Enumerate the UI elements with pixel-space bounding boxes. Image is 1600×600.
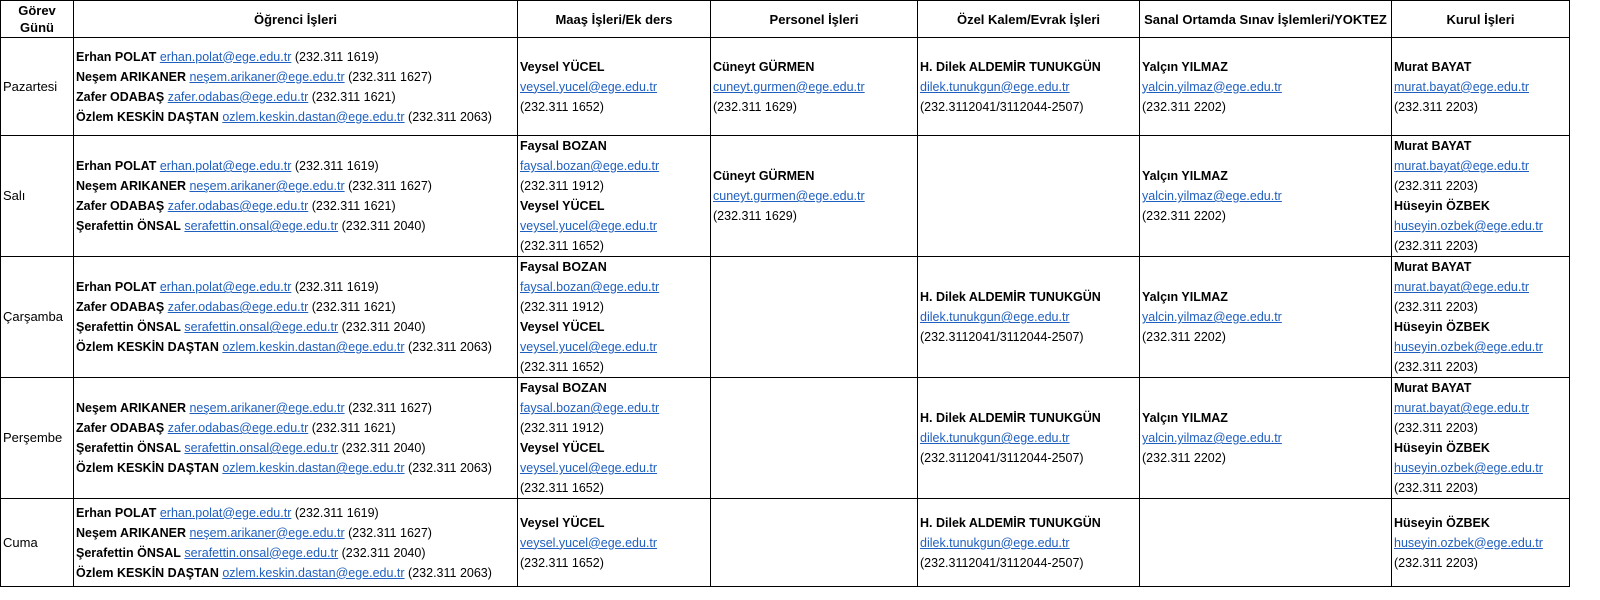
contact-email-link[interactable]: huseyin.ozbek@ege.edu.tr bbox=[1394, 461, 1543, 475]
contact-phone: (232.311 2203) bbox=[1394, 300, 1478, 314]
contact-phone: (232.311 1652) bbox=[520, 481, 604, 495]
contact-entry bbox=[920, 408, 1137, 468]
contact-phone: (232.311 2063) bbox=[408, 461, 492, 475]
contact-entry bbox=[76, 438, 515, 458]
contact-name: Erhan POLAT bbox=[76, 280, 157, 294]
contact-entry bbox=[520, 438, 708, 498]
contact-email-link[interactable]: murat.bayat@ege.edu.tr bbox=[1394, 159, 1529, 173]
cell-personel bbox=[711, 38, 918, 136]
contact-email-link[interactable]: murat.bayat@ege.edu.tr bbox=[1394, 79, 1529, 94]
contact-name: Özlem KESKİN DAŞTAN bbox=[76, 565, 219, 580]
contact-phone: (232.311 2063) bbox=[408, 565, 492, 580]
contact-email-link[interactable]: cuneyt.gurmen@ege.edu.tr bbox=[713, 189, 865, 203]
contact-name: Zafer ODABAŞ bbox=[76, 300, 165, 314]
contact-phone: (232.311 2203) bbox=[1394, 239, 1478, 253]
contact-phone: (232.3112041/3112044-2507) bbox=[920, 330, 1084, 344]
contact-email-link[interactable]: serafettin.onsal@ege.edu.tr bbox=[184, 545, 339, 560]
cell-ogrenci bbox=[74, 257, 518, 378]
contact-entry bbox=[920, 287, 1137, 347]
contact-email-link[interactable]: veysel.yucel@ege.edu.tr bbox=[520, 340, 658, 354]
day-cell: Çarşamba bbox=[1, 257, 74, 378]
cell-ogrenci bbox=[74, 378, 518, 499]
contact-phone: (232.311 1619) bbox=[294, 49, 379, 64]
contact-entry bbox=[76, 337, 515, 357]
contact-phone: (232.311 2203) bbox=[1394, 555, 1478, 570]
contact-phone: (232.311 1629) bbox=[713, 209, 797, 223]
contact-email-link[interactable]: veysel.yucel@ege.edu.tr bbox=[520, 535, 658, 550]
contact-email-link[interactable]: veysel.yucel@ege.edu.tr bbox=[520, 79, 658, 94]
contact-phone: (232.311 1621) bbox=[311, 89, 396, 104]
contact-entry bbox=[713, 57, 915, 117]
contact-name: Faysal BOZAN bbox=[520, 381, 607, 395]
contact-email-link[interactable]: dilek.tunukgun@ege.edu.tr bbox=[920, 310, 1070, 324]
contact-phone: (232.3112041/3112044-2507) bbox=[920, 99, 1084, 114]
contact-phone: (232.3112041/3112044-2507) bbox=[920, 451, 1084, 465]
contact-phone: (232.311 1629) bbox=[713, 99, 797, 114]
cell-ogrenci bbox=[74, 38, 518, 136]
contact-name: Murat BAYAT bbox=[1394, 59, 1472, 74]
cell-kurul bbox=[1392, 257, 1570, 378]
contact-email-link[interactable]: faysal.bozan@ege.edu.tr bbox=[520, 159, 660, 173]
contact-phone: (232.311 2040) bbox=[341, 320, 426, 334]
contact-entry bbox=[76, 458, 515, 478]
contact-email-link[interactable]: serafettin.onsal@ege.edu.tr bbox=[184, 441, 339, 455]
contact-name: H. Dilek ALDEMİR TUNUKGÜN bbox=[920, 411, 1101, 425]
contact-name: Murat BAYAT bbox=[1394, 381, 1472, 395]
cell-kurul bbox=[1392, 38, 1570, 136]
contact-name: Özlem KESKİN DAŞTAN bbox=[76, 340, 219, 354]
contact-phone: (232.311 1621) bbox=[311, 300, 396, 314]
cell-personel bbox=[711, 257, 918, 378]
contact-entry bbox=[76, 543, 515, 563]
contact-entry bbox=[76, 563, 515, 583]
contact-email-link[interactable]: ozlem.keskin.dastan@ege.edu.tr bbox=[222, 565, 405, 580]
contact-name: Murat BAYAT bbox=[1394, 260, 1472, 274]
contact-entry bbox=[76, 277, 515, 297]
contact-email-link[interactable]: ozlem.keskin.dastan@ege.edu.tr bbox=[222, 461, 405, 475]
cell-ogrenci bbox=[74, 499, 518, 587]
contact-email-link[interactable]: veysel.yucel@ege.edu.tr bbox=[520, 219, 658, 233]
cell-ozel bbox=[918, 499, 1140, 587]
contact-entry bbox=[76, 523, 515, 543]
contact-name: Yalçın YILMAZ bbox=[1142, 411, 1228, 425]
contact-phone: (232.311 2040) bbox=[341, 441, 426, 455]
contact-phone: (232.311 1652) bbox=[520, 99, 604, 114]
table-row bbox=[1, 257, 1570, 378]
contact-entry bbox=[520, 196, 708, 256]
header-maas-isleri: Maaş İşleri/Ek ders bbox=[518, 1, 711, 38]
contact-name: Şerafettin ÖNSAL bbox=[76, 545, 181, 560]
contact-name: Hüseyin ÖZBEK bbox=[1394, 441, 1490, 455]
contact-phone: (232.311 1619) bbox=[294, 280, 379, 294]
contact-name: Hüseyin ÖZBEK bbox=[1394, 515, 1490, 530]
contact-name: Murat BAYAT bbox=[1394, 139, 1472, 153]
cell-kurul bbox=[1392, 499, 1570, 587]
contact-name: Neşem ARIKANER bbox=[76, 525, 186, 540]
cell-ozel bbox=[918, 378, 1140, 499]
contact-phone: (232.311 2203) bbox=[1394, 481, 1478, 495]
contact-name: Zafer ODABAŞ bbox=[76, 89, 165, 104]
contact-entry bbox=[713, 166, 915, 226]
contact-name: Yalçın YILMAZ bbox=[1142, 169, 1228, 183]
contact-phone: (232.311 2040) bbox=[341, 545, 426, 560]
contact-email-link[interactable]: huseyin.ozbek@ege.edu.tr bbox=[1394, 535, 1543, 550]
contact-name: Veysel YÜCEL bbox=[520, 320, 605, 334]
contact-phone: (232.311 1627) bbox=[348, 179, 432, 193]
contact-name: Neşem ARIKANER bbox=[76, 401, 186, 415]
contact-email-link[interactable]: erhan.polat@ege.edu.tr bbox=[159, 505, 292, 520]
contact-phone: (232.311 1627) bbox=[348, 69, 432, 84]
contact-email-link[interactable]: zafer.odabas@ege.edu.tr bbox=[167, 199, 309, 213]
contact-entry bbox=[1394, 136, 1567, 196]
contact-entry bbox=[520, 378, 708, 438]
contact-entry bbox=[920, 57, 1137, 117]
contact-email-link[interactable]: serafettin.onsal@ege.edu.tr bbox=[184, 320, 339, 334]
contact-entry bbox=[76, 87, 515, 107]
contact-name: Yalçın YILMAZ bbox=[1142, 59, 1228, 74]
contact-entry bbox=[1142, 57, 1389, 117]
contact-name: Şerafettin ÖNSAL bbox=[76, 219, 181, 233]
contact-entry bbox=[76, 317, 515, 337]
contact-email-link[interactable]: zafer.odabas@ege.edu.tr bbox=[167, 300, 309, 314]
header-gorev-gunu: Görev Günü bbox=[1, 1, 74, 38]
contact-phone: (232.311 2203) bbox=[1394, 421, 1478, 435]
contact-email-link[interactable]: dilek.tunukgun@ege.edu.tr bbox=[920, 535, 1070, 550]
contact-email-link[interactable]: ozlem.keskin.dastan@ege.edu.tr bbox=[222, 109, 405, 124]
header-ogrenci-isleri: Öğrenci İşleri bbox=[74, 1, 518, 38]
contact-entry bbox=[520, 317, 708, 377]
contact-name: H. Dilek ALDEMİR TUNUKGÜN bbox=[920, 515, 1101, 530]
contact-entry bbox=[520, 257, 708, 317]
contact-entry bbox=[1394, 57, 1567, 117]
contact-entry bbox=[76, 156, 515, 176]
contact-phone: (232.311 1621) bbox=[311, 199, 396, 213]
contact-email-link[interactable]: murat.bayat@ege.edu.tr bbox=[1394, 280, 1529, 294]
contact-phone: (232.311 2203) bbox=[1394, 360, 1478, 374]
contact-email-link[interactable]: erhan.polat@ege.edu.tr bbox=[159, 280, 292, 294]
cell-personel bbox=[711, 499, 918, 587]
cell-maas bbox=[518, 38, 711, 136]
contact-email-link[interactable]: zafer.odabas@ege.edu.tr bbox=[167, 421, 309, 435]
contact-email-link[interactable]: cuneyt.gurmen@ege.edu.tr bbox=[713, 79, 865, 94]
contact-name: H. Dilek ALDEMİR TUNUKGÜN bbox=[920, 59, 1101, 74]
contact-email-link[interactable]: faysal.bozan@ege.edu.tr bbox=[520, 401, 660, 415]
contact-entry bbox=[1394, 438, 1567, 498]
cell-ozel bbox=[918, 38, 1140, 136]
cell-sanal bbox=[1140, 38, 1392, 136]
contact-phone: (232.311 1619) bbox=[294, 159, 379, 173]
contact-phone: (232.311 1621) bbox=[311, 421, 396, 435]
contact-phone: (232.311 1652) bbox=[520, 555, 604, 570]
contact-entry bbox=[76, 398, 515, 418]
contact-phone: (232.311 2202) bbox=[1142, 451, 1226, 465]
contact-email-link[interactable]: erhan.polat@ege.edu.tr bbox=[159, 159, 292, 173]
contact-entry bbox=[1394, 257, 1567, 317]
contact-name: Erhan POLAT bbox=[76, 49, 157, 64]
contact-phone: (232.311 1912) bbox=[520, 421, 604, 435]
contact-name: Faysal BOZAN bbox=[520, 260, 607, 274]
contact-entry bbox=[76, 418, 515, 438]
cell-maas bbox=[518, 136, 711, 257]
cell-maas bbox=[518, 378, 711, 499]
contact-phone: (232.311 1912) bbox=[520, 300, 604, 314]
contact-phone: (232.311 2202) bbox=[1142, 99, 1226, 114]
table-row bbox=[1, 378, 1570, 499]
contact-name: Hüseyin ÖZBEK bbox=[1394, 320, 1490, 334]
cell-sanal bbox=[1140, 499, 1392, 587]
contact-entry bbox=[1394, 317, 1567, 377]
cell-maas bbox=[518, 499, 711, 587]
contact-email-link[interactable]: serafettin.onsal@ege.edu.tr bbox=[184, 219, 339, 233]
contact-phone: (232.311 2063) bbox=[408, 109, 492, 124]
contact-entry bbox=[1394, 196, 1567, 256]
cell-kurul bbox=[1392, 136, 1570, 257]
contact-name: Hüseyin ÖZBEK bbox=[1394, 199, 1490, 213]
contact-name: Faysal BOZAN bbox=[520, 139, 607, 153]
contact-email-link[interactable]: neşem.arikaner@ege.edu.tr bbox=[189, 401, 345, 415]
contact-name: Yalçın YILMAZ bbox=[1142, 290, 1228, 304]
contact-entry bbox=[520, 136, 708, 196]
contact-name: Veysel YÜCEL bbox=[520, 441, 605, 455]
contact-entry bbox=[76, 47, 515, 67]
contact-entry bbox=[76, 297, 515, 317]
contact-phone: (232.311 1652) bbox=[520, 360, 604, 374]
contact-phone: (232.311 2203) bbox=[1394, 99, 1478, 114]
cell-kurul bbox=[1392, 378, 1570, 499]
contact-entry bbox=[76, 216, 515, 236]
contact-email-link[interactable]: huseyin.ozbek@ege.edu.tr bbox=[1394, 219, 1543, 233]
contact-name: Veysel YÜCEL bbox=[520, 515, 605, 530]
contact-name: Şerafettin ÖNSAL bbox=[76, 441, 181, 455]
cell-ozel bbox=[918, 136, 1140, 257]
header-personel-isleri: Personel İşleri bbox=[711, 1, 918, 38]
table-row bbox=[1, 136, 1570, 257]
day-cell: Salı bbox=[1, 136, 74, 257]
contact-phone: (232.311 2040) bbox=[341, 219, 426, 233]
contact-phone: (232.311 2202) bbox=[1142, 330, 1226, 344]
cell-sanal bbox=[1140, 136, 1392, 257]
contact-name: Erhan POLAT bbox=[76, 159, 157, 173]
contact-phone: (232.3112041/3112044-2507) bbox=[920, 555, 1084, 570]
header-kurul-isleri: Kurul İşleri bbox=[1392, 1, 1570, 38]
contact-email-link[interactable]: dilek.tunukgun@ege.edu.tr bbox=[920, 431, 1070, 445]
cell-maas bbox=[518, 257, 711, 378]
contact-entry bbox=[920, 513, 1137, 573]
contact-phone: (232.311 2063) bbox=[408, 340, 492, 354]
contact-name: Veysel YÜCEL bbox=[520, 59, 605, 74]
contact-entry bbox=[520, 57, 708, 117]
contact-phone: (232.311 1619) bbox=[294, 505, 379, 520]
contact-entry bbox=[520, 513, 708, 573]
contact-name: Şerafettin ÖNSAL bbox=[76, 320, 181, 334]
cell-sanal bbox=[1140, 257, 1392, 378]
contact-name: Veysel YÜCEL bbox=[520, 199, 605, 213]
contact-name: Özlem KESKİN DAŞTAN bbox=[76, 109, 219, 124]
cell-personel bbox=[711, 136, 918, 257]
cell-ogrenci bbox=[74, 136, 518, 257]
contact-email-link[interactable]: zafer.odabas@ege.edu.tr bbox=[167, 89, 309, 104]
contact-email-link[interactable]: dilek.tunukgun@ege.edu.tr bbox=[920, 79, 1070, 94]
contact-email-link[interactable]: neşem.arikaner@ege.edu.tr bbox=[189, 525, 345, 540]
table-row bbox=[1, 38, 1570, 136]
contact-phone: (232.311 1627) bbox=[348, 401, 432, 415]
header-sanal-ortam: Sanal Ortamda Sınav İşlemleri/YOKTEZ bbox=[1140, 1, 1392, 38]
contact-phone: (232.311 1912) bbox=[520, 179, 604, 193]
contact-name: Zafer ODABAŞ bbox=[76, 421, 165, 435]
contact-email-link[interactable]: yalcin.yilmaz@ege.edu.tr bbox=[1142, 310, 1282, 324]
contact-email-link[interactable]: veysel.yucel@ege.edu.tr bbox=[520, 461, 658, 475]
contact-email-link[interactable]: murat.bayat@ege.edu.tr bbox=[1394, 401, 1529, 415]
contact-name: Zafer ODABAŞ bbox=[76, 199, 165, 213]
contact-email-link[interactable]: huseyin.ozbek@ege.edu.tr bbox=[1394, 340, 1543, 354]
contact-name: Neşem ARIKANER bbox=[76, 69, 186, 84]
contact-entry bbox=[1142, 166, 1389, 226]
contact-email-link[interactable]: ozlem.keskin.dastan@ege.edu.tr bbox=[222, 340, 405, 354]
contact-entry bbox=[76, 503, 515, 523]
header-row bbox=[1, 1, 1570, 38]
contact-entry bbox=[76, 67, 515, 87]
contact-email-link[interactable]: faysal.bozan@ege.edu.tr bbox=[520, 280, 660, 294]
contact-name: Neşem ARIKANER bbox=[76, 179, 186, 193]
contact-email-link[interactable]: erhan.polat@ege.edu.tr bbox=[159, 49, 292, 64]
contact-entry bbox=[1142, 408, 1389, 468]
contact-phone: (232.311 1627) bbox=[348, 525, 432, 540]
table-row bbox=[1, 499, 1570, 587]
header-ozel-kalem: Özel Kalem/Evrak İşleri bbox=[918, 1, 1140, 38]
contact-entry bbox=[76, 176, 515, 196]
contact-email-link[interactable]: neşem.arikaner@ege.edu.tr bbox=[189, 69, 345, 84]
day-cell: Perşembe bbox=[1, 378, 74, 499]
contact-entry bbox=[1142, 287, 1389, 347]
cell-personel bbox=[711, 378, 918, 499]
contact-entry bbox=[1394, 378, 1567, 438]
contact-name: Özlem KESKİN DAŞTAN bbox=[76, 461, 219, 475]
day-cell: Cuma bbox=[1, 499, 74, 587]
contact-phone: (232.311 1652) bbox=[520, 239, 604, 253]
contact-entry bbox=[76, 196, 515, 216]
contact-phone: (232.311 2203) bbox=[1394, 179, 1478, 193]
contact-phone: (232.311 2202) bbox=[1142, 209, 1226, 223]
day-cell: Pazartesi bbox=[1, 38, 74, 136]
contact-name: Erhan POLAT bbox=[76, 505, 157, 520]
contact-name: Cüneyt GÜRMEN bbox=[713, 59, 815, 74]
contact-email-link[interactable]: yalcin.yilmaz@ege.edu.tr bbox=[1142, 79, 1282, 94]
contact-email-link[interactable]: yalcin.yilmaz@ege.edu.tr bbox=[1142, 431, 1282, 445]
contact-name: H. Dilek ALDEMİR TUNUKGÜN bbox=[920, 290, 1101, 304]
contact-email-link[interactable]: neşem.arikaner@ege.edu.tr bbox=[189, 179, 345, 193]
cell-ozel bbox=[918, 257, 1140, 378]
contact-entry bbox=[1394, 513, 1567, 573]
cell-sanal bbox=[1140, 378, 1392, 499]
contact-email-link[interactable]: yalcin.yilmaz@ege.edu.tr bbox=[1142, 189, 1282, 203]
contact-name: Cüneyt GÜRMEN bbox=[713, 169, 815, 183]
contact-entry bbox=[76, 107, 515, 127]
